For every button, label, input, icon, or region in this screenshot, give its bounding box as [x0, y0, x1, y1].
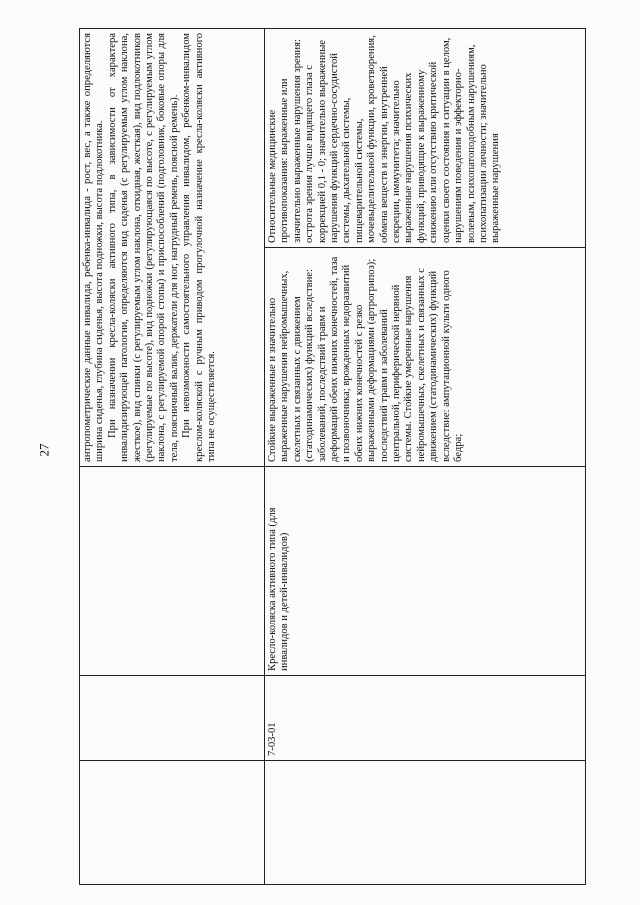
page-number: 27: [36, 443, 52, 457]
description-paragraph-3: При невозможности самостоятельного управления инвалидом, ребенком-инвалидом креслом-коляской с ручным приводом прогулочной назначение кресла-коляски активного типа не осуществляется.: [181, 33, 218, 462]
cell-code: 7-03-01: [265, 676, 586, 761]
cell-product-name: Кресло-коляска активного типа (для инвалидов и детей-инвалидов): [265, 467, 586, 676]
cell-empty-3: [80, 467, 265, 676]
cell-empty-4: [265, 761, 586, 885]
description-paragraph-1: антропометрические данные инвалида, ребенка-инвалида - рост, вес, а также определяются ширина сиденья, глубина сиденья, высота подножки, высота подлокотника.: [82, 33, 106, 462]
cell-description: [80, 29, 265, 467]
cell-indications: Стойкие выраженные и значительно выраженные нарушения нейромышечных, скелетных и связанных с движением (статодинамических) функций вследствие: заболеваний, последствий травм и деформаций обеих нижних конечностей, таза и позвоночника; врожденных недоразвитий обеих нижних конечностей с резко выраженными деформациями (артрогрипоз); последствий травм и заболеваний центральной, периферической нервной системы. Стойкие умеренные нарушения нейромышечных, скелетных и связанных с движением (статодинамических) функций вследствие: ампутационной культи одного бедра;: [265, 248, 586, 467]
medical-table: [79, 28, 586, 885]
description-paragraph-2: При назначении кресла-коляски активного типа, в зависимости от характера инвалидизирующей патологии, определяются вид сиденья (с регулируемым углом наклона, жесткое), вид спинки (с регулируемым углом наклона, откидная, жесткая), вид подлокотников (регулируемые по высоте), вид подножки (регулирующаяся по высоте, с регулируемым углом наклона, с регулируемой опорой стопы) и приспособлений (подголовник, боковые опоры для тела, поясничный валик, держатели для ног, нагрудный ремень, поясной ремень).: [106, 33, 180, 462]
cell-empty-2: [80, 676, 265, 761]
table-row: [265, 29, 586, 885]
cell-empty-1: [80, 761, 265, 885]
table-row: [80, 29, 265, 885]
cell-contraindications: Относительные медицинские противопоказания: выраженные или значительно выраженные нарушения зрения: острота зрения лучше видящего глаза с коррекцией 0,1 - 0; значительно выраженные нарушения функций сердечно-сосудистой системы, дыхательной системы, пищеварительной системы, мочевыделительной функции, кроветворения, обмена веществ и энергии, внутренней секреции, иммунитета; значительно выраженные нарушения психических функций, приводящие к выраженному снижению или отсутствию критической оценки своего состояния и ситуации в целом, нарушениям поведения и эффекторно-волевым, психопатоподобным нарушениям, психопатизации личности; значительно выраженные нарушения: [265, 29, 586, 248]
rotated-table: [79, 28, 586, 885]
